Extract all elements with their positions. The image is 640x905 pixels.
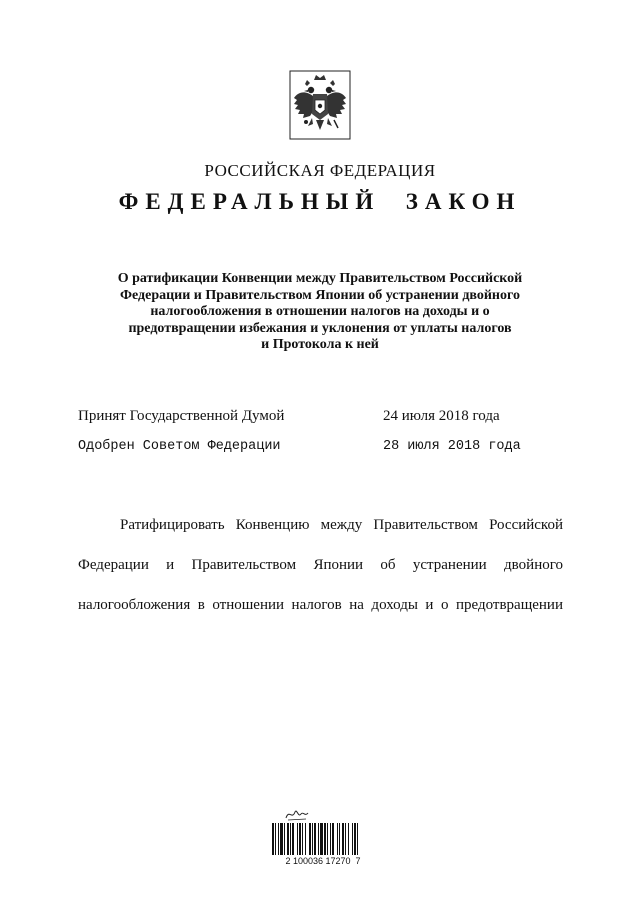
body-text-line: налогообложения в отношении налогов на доходы и о предотвращении xyxy=(78,597,563,613)
barcode-bar xyxy=(292,823,294,855)
law-title-line: предотвращении избежания и уклонения от уплаты налогов xyxy=(128,320,512,336)
barcode-bar xyxy=(345,823,346,855)
barcode-bar xyxy=(299,823,301,855)
barcode-bar xyxy=(357,823,358,855)
barcode-bar xyxy=(280,823,283,855)
barcode-bar xyxy=(284,823,285,855)
barcode-bar xyxy=(352,823,353,855)
barcode-icon xyxy=(272,823,374,855)
law-body-text xyxy=(78,515,563,635)
barcode-bar xyxy=(272,823,274,855)
law-title-line: Федерации и Правительством Японии об устранении двойного xyxy=(119,287,521,303)
barcode-bar xyxy=(287,823,289,855)
body-text-line: Федерации и Правительством Японии об устранении двойного xyxy=(78,557,563,573)
adoption-duma-row xyxy=(78,408,528,428)
barcode-bar xyxy=(354,823,356,855)
law-title xyxy=(80,271,560,354)
barcode-bar xyxy=(324,823,326,855)
barcode-bar xyxy=(297,823,298,855)
barcode-bar xyxy=(309,823,311,855)
country-name: РОССИЙСКАЯ ФЕДЕРАЦИЯ xyxy=(204,161,436,180)
signature-mark-icon xyxy=(284,806,310,822)
barcode-bar xyxy=(332,823,334,855)
barcode-bar xyxy=(337,823,338,855)
barcode-bar xyxy=(312,823,313,855)
barcode-bar xyxy=(314,823,316,855)
barcode-bar xyxy=(302,823,303,855)
barcode-bar xyxy=(318,823,319,855)
barcode-bar xyxy=(278,823,279,855)
barcode-bar xyxy=(330,823,331,855)
law-title-line: О ратификации Конвенции между Правительством Российской xyxy=(117,271,523,286)
adopted-by-duma-label: Принят Государственной Думой xyxy=(78,408,285,424)
coat-of-arms-emblem-icon xyxy=(289,70,351,140)
barcode-number: 2 100036 17270 7 xyxy=(285,856,361,866)
barcode-bar xyxy=(305,823,306,855)
law-title-line: налогообложения в отношении налогов на доходы и о xyxy=(150,304,490,319)
council-approval-date: 28 июля 2018 года xyxy=(383,439,521,454)
approved-by-council-label: Одобрен Советом Федерации xyxy=(78,439,281,454)
barcode-bar xyxy=(327,823,328,855)
duma-adoption-date: 24 июля 2018 года xyxy=(383,408,500,424)
barcode-bar xyxy=(342,823,344,855)
barcode-bar xyxy=(290,823,291,855)
barcode-bar xyxy=(275,823,276,855)
barcode-bar xyxy=(320,823,323,855)
adoption-council-row xyxy=(78,439,528,459)
law-title-line: и Протокола к ней xyxy=(261,337,379,352)
law-type-heading: ФЕДЕРАЛЬНЫЙ ЗАКОН xyxy=(118,189,522,214)
body-text-line: Ратифицировать Конвенцию между Правительством Российской xyxy=(120,517,563,533)
barcode-bar xyxy=(339,823,340,855)
barcode-bar xyxy=(348,823,349,855)
document-barcode-block xyxy=(268,806,378,868)
